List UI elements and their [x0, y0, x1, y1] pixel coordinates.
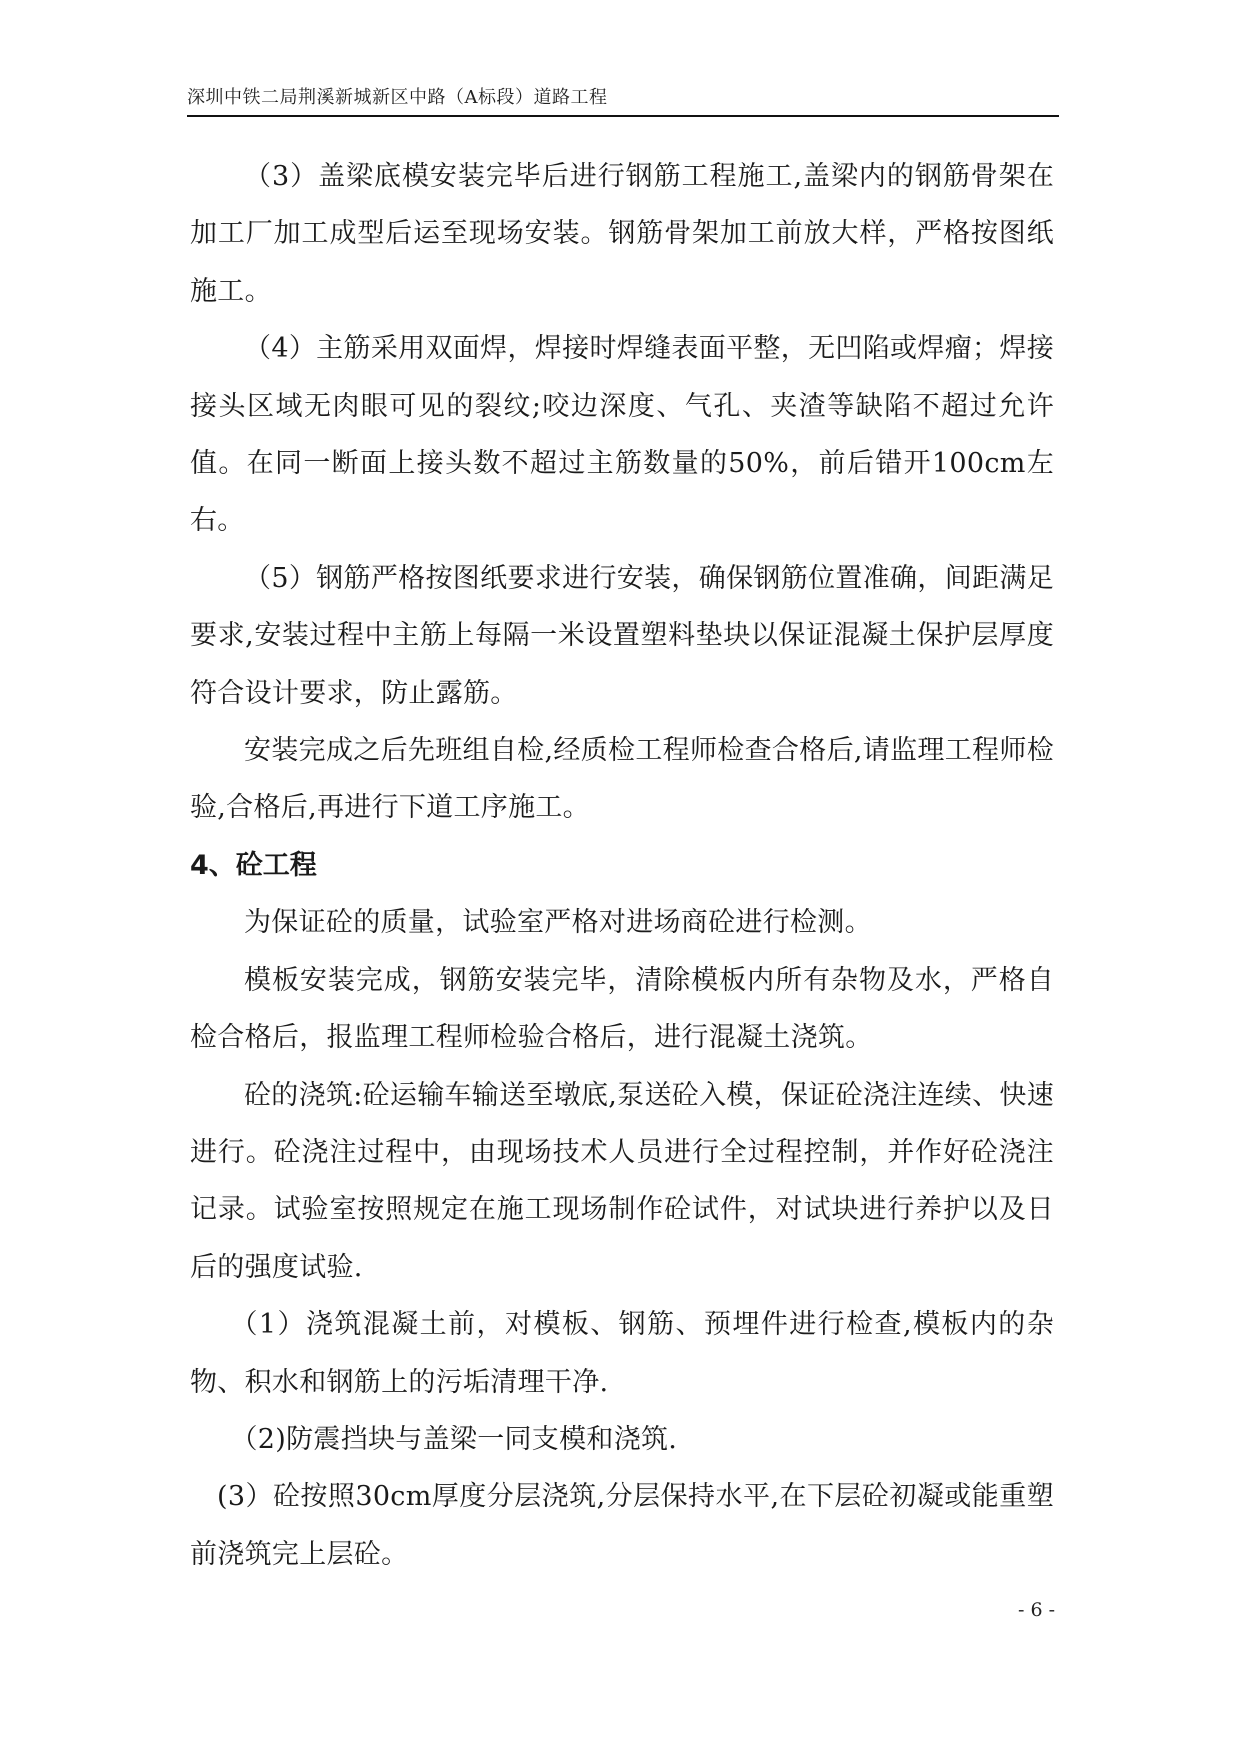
paragraph-layered-pouring: (3）砼按照30cm厚度分层浇筑,分层保持水平,在下层砼初凝或能重塑前浇筑完上层砼。: [190, 1481, 1054, 1570]
paragraph-main-bar-welding: （4）主筋采用双面焊，焊接时焊缝表面平整，无凹陷或焊瘤；焊接接头区域无肉眼可见的裂纹;咬边深度、气孔、夹渣等缺陷不超过允许值。在同一断面上接头数不超过主筋数量的50%，前后错开100cm左右。: [190, 333, 1054, 537]
paragraph-pre-pour-check: （1）浇筑混凝土前，对模板、钢筋、预埋件进行检查,模板内的杂物、积水和钢筋上的污垢清理干净.: [190, 1309, 1054, 1398]
paragraph-inspection: 安装完成之后先班组自检,经质检工程师检查合格后,请监理工程师检验,合格后,再进行下道工序施工。: [190, 735, 1054, 824]
paragraph-concrete-pouring: 砼的浇筑:砼运输车输送至墩底,泵送砼入模，保证砼浇注连续、快速进行。砼浇注过程中，由现场技术人员进行全过程控制，并作好砼浇注记录。试验室按照规定在施工现场制作砼试件，对试块进行养护以及日后的强度试验.: [190, 1079, 1054, 1283]
running-header: 深圳中铁二局荆溪新城新区中路（A标段）道路工程: [187, 87, 608, 108]
page-number: - 6 -: [1018, 1599, 1056, 1621]
paragraph-rebar-installation: （5）钢筋严格按图纸要求进行安装，确保钢筋位置准确，间距满足要求,安装过程中主筋上每隔一米设置塑料垫块以保证混凝土保护层厚度符合设计要求，防止露筋。: [190, 562, 1054, 709]
paragraph-rebar-construction: （3）盖梁底模安装完毕后进行钢筋工程施工,盖梁内的钢筋骨架在加工厂加工成型后运至现场安装。钢筋骨架加工前放大样，严格按图纸施工。: [190, 161, 1054, 307]
paragraph-seismic-block: （2)防震挡块与盖梁一同支模和浇筑.: [230, 1423, 678, 1455]
document-body: [190, 148, 1054, 1583]
section-heading-concrete-works: 4、砼工程: [190, 849, 317, 881]
paragraph-concrete-quality: 为保证砼的质量，试验室严格对进场商砼进行检测。: [244, 907, 872, 939]
header-rule: [187, 115, 1059, 117]
paragraph-formwork-complete: 模板安装完成，钢筋安装完毕，清除模板内所有杂物及水，严格自检合格后，报监理工程师检验合格后，进行混凝土浇筑。: [190, 964, 1054, 1054]
